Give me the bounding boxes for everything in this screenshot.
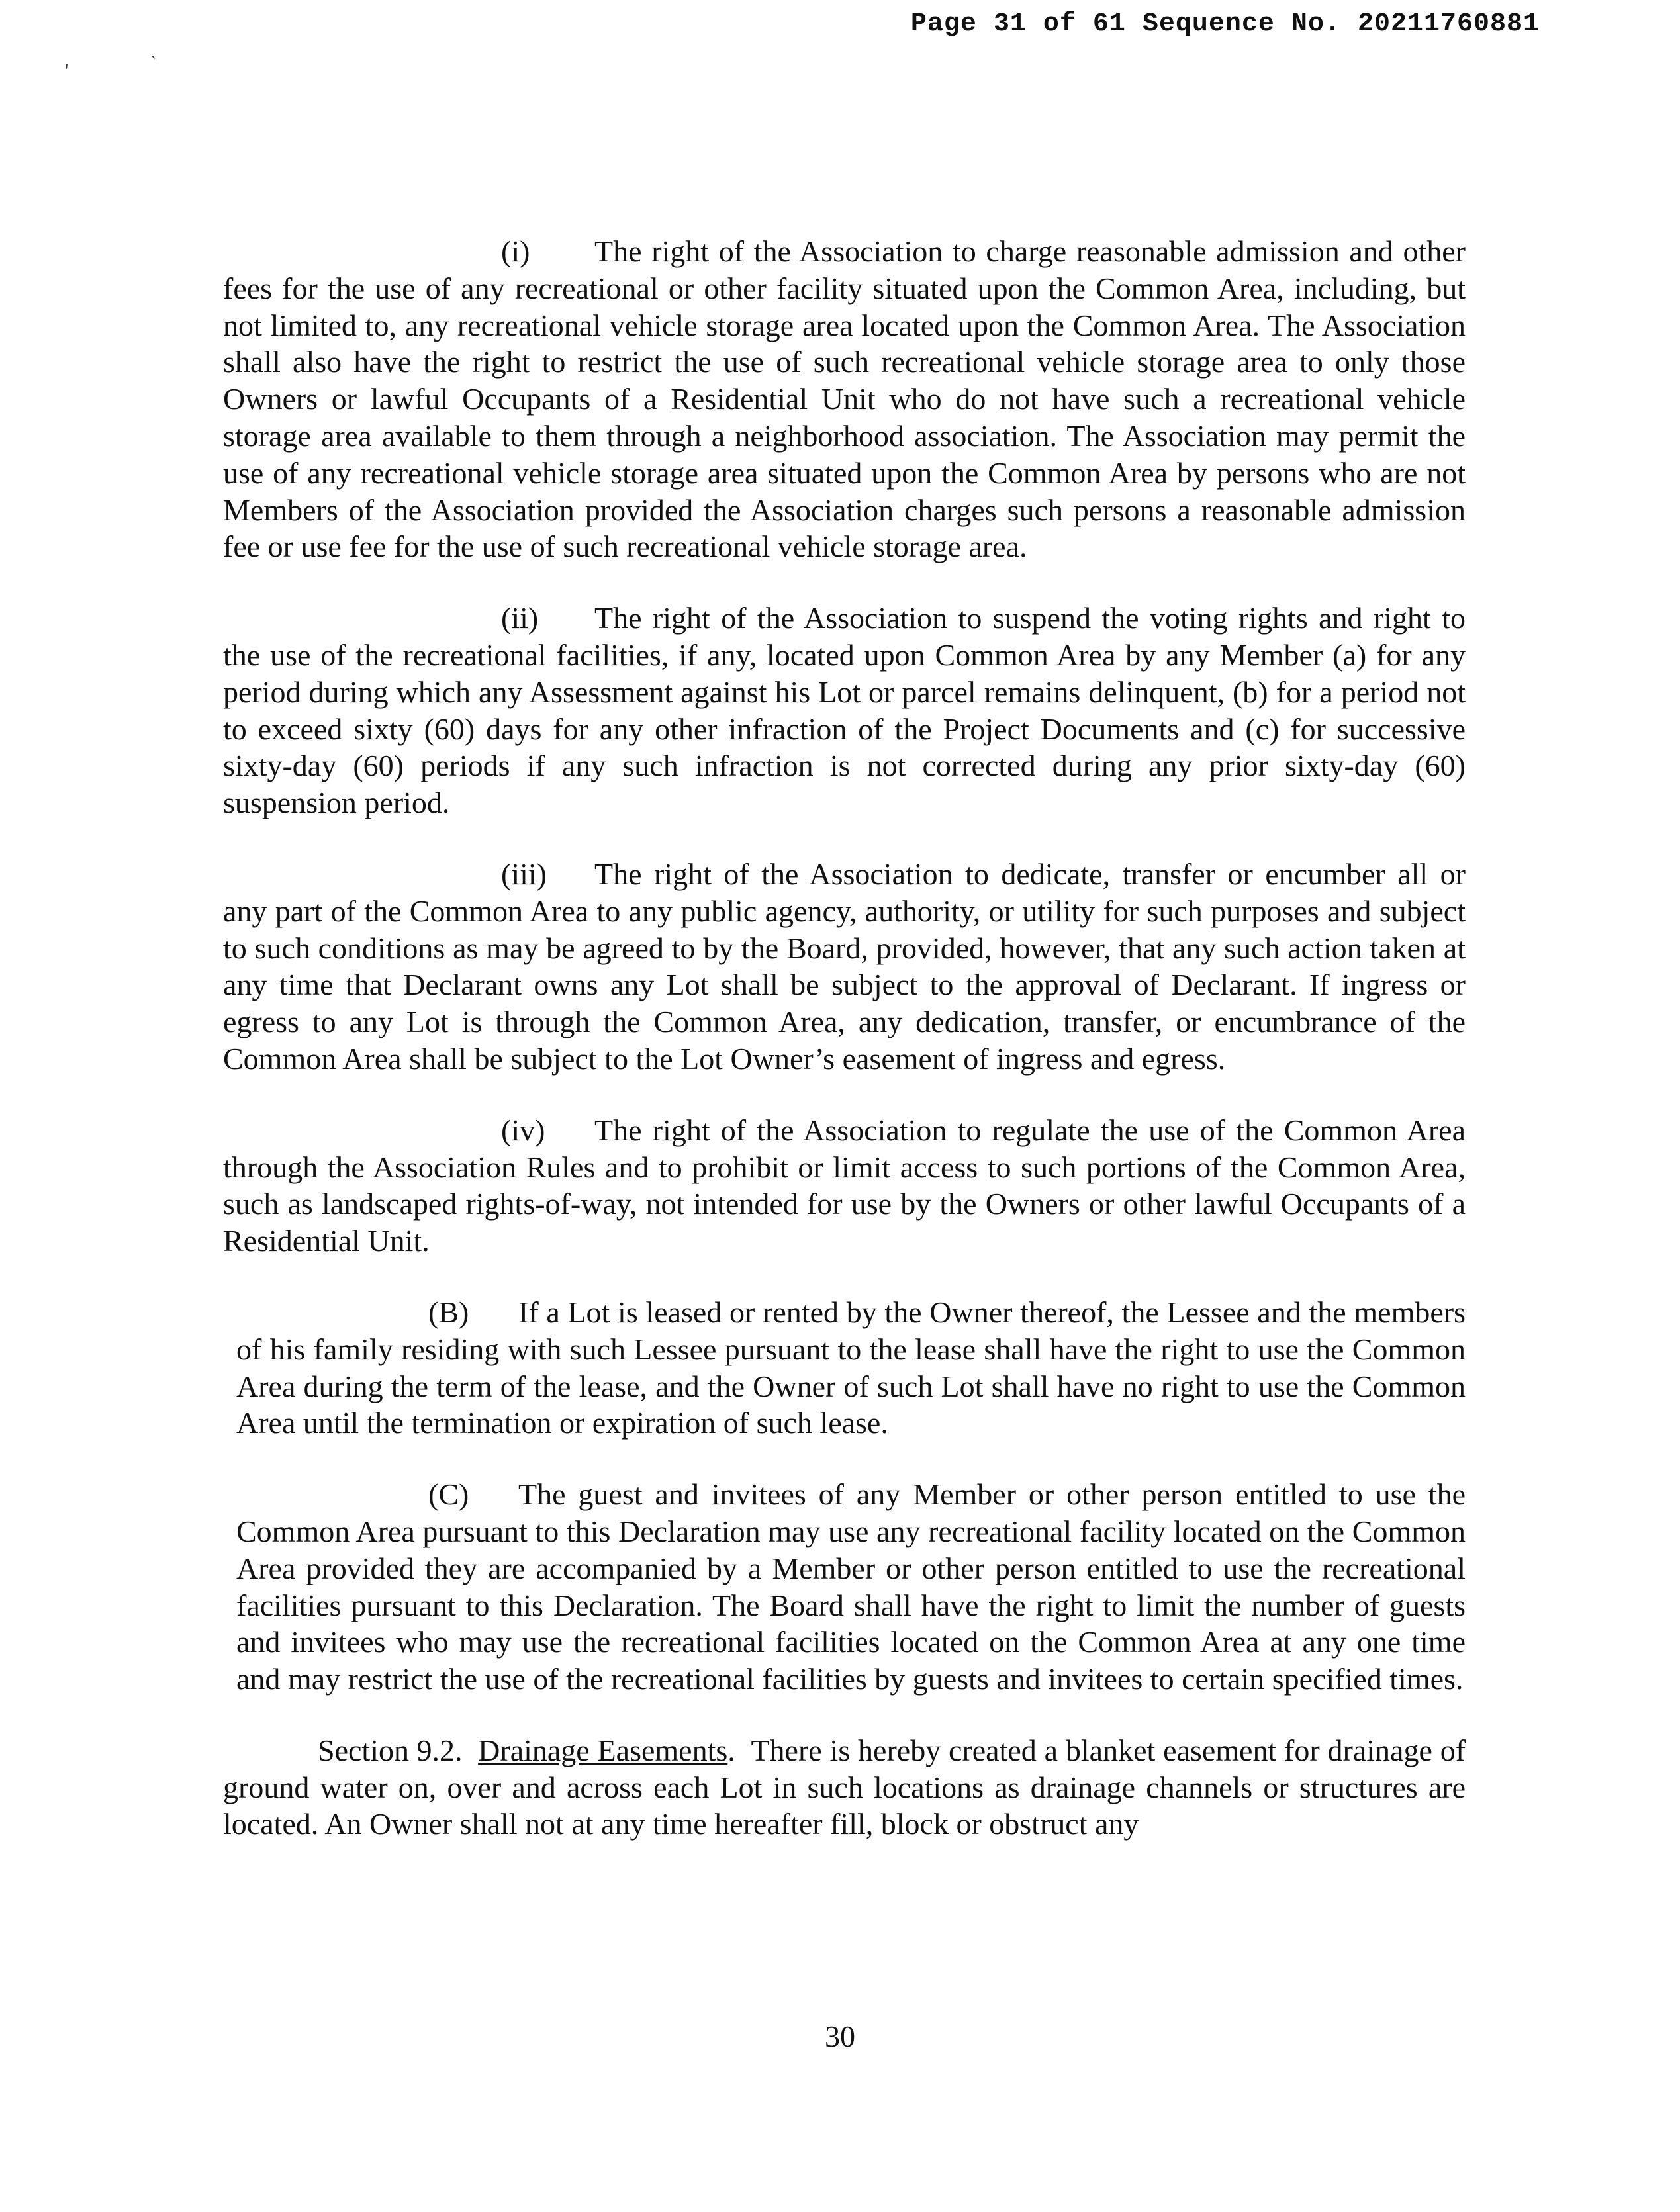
paragraph-i <box>223 233 1466 565</box>
paragraph-marker: (iii) <box>501 856 547 891</box>
page-number: 30 <box>825 2019 855 2053</box>
section-heading: Drainage Easements <box>478 1733 728 1767</box>
scan-mark: ` <box>150 53 157 73</box>
paragraph-marker: (i) <box>501 234 530 268</box>
section-9-2 <box>223 1732 1466 1843</box>
paragraph-marker: (iv) <box>501 1113 545 1147</box>
paragraph-text: The right of the Association to suspend the voting rights and right to the use of the recreational facilities, if any, located upon Common Area by any Member (a) for any period during which any Assessment against his Lot or parcel remains delinquent, (b) for a period not to exceed sixty (60) days for any other infraction of the Project Documents and (c) for successive sixty-day (60) periods if any such infraction is not corrected during any prior sixty-day (60) suspension period. <box>223 601 1466 820</box>
paragraph-text: The right of the Association to charge reasonable admission and other fees for the use of any recreational or other facility situated upon the Common Area, including, but not limited to, any recreational vehicle storage area located upon the Common Area. The Association shall also have the right to restrict the use of such recreational vehicle storage area to only those Owners or lawful Occupants of a Residential Unit who do not have such a recreational vehicle storage area available to them through a neighborhood association. The Association may permit the use of any recreational vehicle storage area situated upon the Common Area by persons who are not Members of the Association provided the Association charges such persons a reasonable admission fee or use fee for the use of such recreational vehicle storage area. <box>223 234 1466 564</box>
paragraph-c <box>236 1476 1466 1698</box>
paragraph-marker: (ii) <box>501 601 539 635</box>
page-sequence-header: Page 31 of 61 Sequence No. 20211760881 <box>910 9 1540 39</box>
paragraph-marker: (C) <box>428 1477 469 1512</box>
section-number: Section 9.2. <box>318 1733 463 1767</box>
document-body <box>223 233 1466 1877</box>
paragraph-text: If a Lot is leased or rented by the Owner thereof, the Lessee and the members of his family residing with such Lessee pursuant to the lease shall have the right to use the Common Area during the term of the lease, and the Owner of such Lot shall have no right to use the Common Area until the termination or expiration of such lease. <box>236 1295 1466 1440</box>
scan-mark: ' <box>65 61 69 81</box>
paragraph-iii <box>223 856 1466 1078</box>
paragraph-text: The right of the Association to dedicate, transfer or encumber all or any part of the Common Area to any public agency, authority, or utility for such purposes and subject to such conditions as may be agreed to by the Board, provided, however, that any such action taken at any time that Declarant owns any Lot shall be subject to the approval of Declarant. If ingress or egress to any Lot is through the Common Area, any dedication, transfer, or encumbrance of the Common Area shall be subject to the Lot Owner’s easement of ingress and egress. <box>223 856 1466 1076</box>
paragraph-text: The guest and invitees of any Member or other person entitled to use the Common Area pursuant to this Declaration may use any recreational facility located on the Common Area provided they are accompanied by a Member or other person entitled to use the recreational facilities pursuant to this Declaration. The Board shall have the right to limit the number of guests and invitees who may use the recreational facilities located on the Common Area at any one time and may restrict the use of the recreational facilities by guests and invitees to certain specified times. <box>236 1477 1466 1696</box>
paragraph-iv <box>223 1112 1466 1260</box>
section-heading-punct: . <box>727 1733 735 1767</box>
paragraph-text: The right of the Association to regulate the use of the Common Area through the Association Rules and to prohibit or limit access to such portions of the Common Area, such as landscaped rights-of-way, not intended for use by the Owners or other lawful Occupants of a Residential Unit. <box>223 1113 1466 1258</box>
paragraph-b <box>236 1294 1466 1442</box>
paragraph-text: There is hereby created a blanket easement for drainage of ground water on, over and across each Lot in such locations as drainage channels or structures are located. An Owner shall not at any time hereafter fill, block or obstruct any <box>223 1733 1466 1841</box>
paragraph-ii <box>223 600 1466 821</box>
paragraph-marker: (B) <box>428 1295 469 1329</box>
